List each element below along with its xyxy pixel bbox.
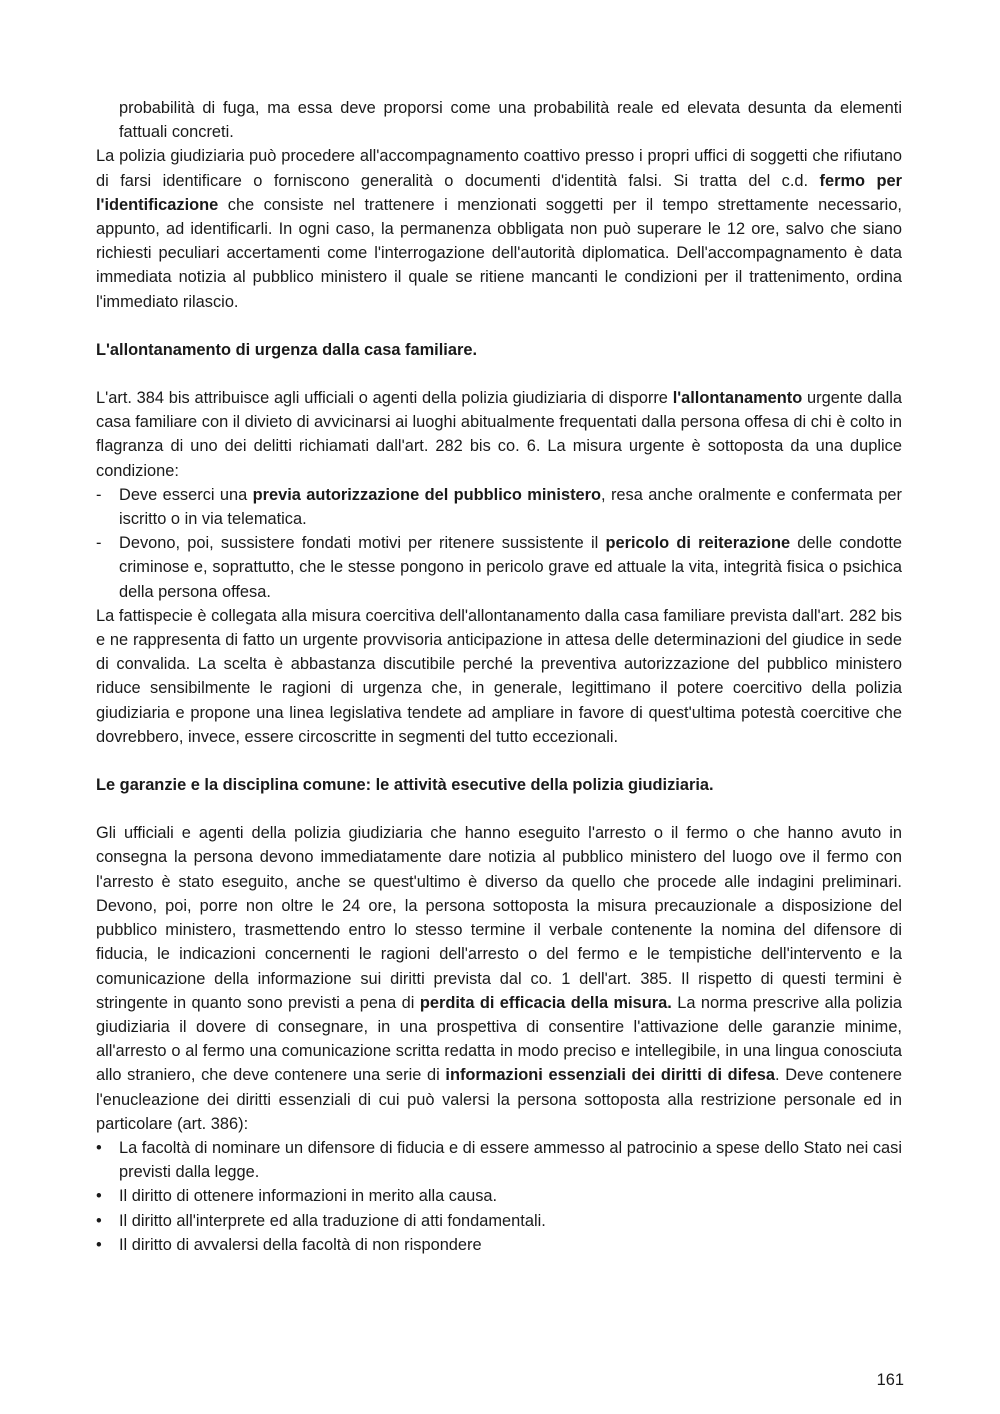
bold-term: perdita di efficacia della misura. (419, 993, 672, 1012)
text-run: Gli ufficiali e agenti della polizia giudiziaria che hanno eseguito l'arresto o il fermo o che hanno avuto in consegna la persona devono immediatamente dare notizia al pubblico ministero del luogo ove il fermo con l'arresto è stato eseguito, anche se quest'ultimo è diverso da quello che procede alle indagini preliminari. Devono, poi, porre non oltre le 24 ore, la persona sottoposta la misura precauzionale a disposizione del pubblico ministero, trasmettendo entro lo stesso termine il verbale contenente la nomina del difensore di fiducia, le indicazioni concernenti le ragioni dell'arresto o del fermo e le tempistiche dell'intervento e la comunicazione della informazione sui diritti prevista dal co. 1 dell'art. 385. Il rispetto di questi termini è stringente in quanto sono previsti a pena di (96, 824, 902, 1012)
section-heading-allontanamento: L'allontanamento di urgenza dalla casa familiare. (96, 340, 477, 359)
list-item (96, 531, 902, 604)
dash-marker: - (96, 534, 102, 553)
list-item (96, 483, 902, 531)
text-run: delle condotte criminose e, soprattutto, che le stesse pongono in pericolo grave ed attuale la vita, integrità fisica o psichica della persona offesa. (119, 534, 902, 601)
section-heading-garanzie: Le garanzie e la disciplina comune: le attività esecutive della polizia giudiziaria. (96, 776, 714, 795)
text-run: La polizia giudiziaria può procedere all'accompagnamento coattivo presso i propri uffici di soggetti che rifiutano di farsi identificare o forniscono generalità o documenti d'identità falsi. Si tratta del c.d. (96, 147, 902, 190)
bullet-marker: • (96, 1211, 102, 1230)
list-item (96, 1209, 902, 1233)
document-page (96, 96, 902, 1257)
page-number: 161 (876, 1371, 904, 1389)
bold-term: l'allontanamento (672, 389, 803, 408)
text-run: Deve esserci una (119, 485, 253, 504)
list-item-text: Il diritto di avvalersi della facoltà di non rispondere (119, 1235, 482, 1254)
text-run: , resa anche oralmente e confermata per iscritto o in via telematica. (119, 485, 903, 529)
continuation-paragraph: probabilità di fuga, ma essa deve proporsi come una probabilità reale ed elevata desunta da elementi fattuali concreti. (119, 99, 902, 142)
bold-term: informazioni essenziali dei diritti di difesa (445, 1066, 776, 1085)
bullet-list (96, 1136, 902, 1257)
paragraph-fattispecie: La fattispecie è collegata alla misura coercitiva dell'allontanamento dalla casa familiare prevista dall'art. 282 bis e ne rappresenta di fatto un urgente provvisoria anticipazione in attesa delle determinazioni del giudice in sede di convalida. La scelta è abbastanza discutibile perché la preventiva autorizzazione del pubblico ministero riduce sensibilmente le ragioni di urgenza che, in generale, legittimano il potere coercitivo della polizia giudiziaria e propone una linea legislativa tendete ad ampliare in favore di quest'ultima potestà coercitive che dovrebbero, invece, essere circoscritte in segmenti del tutto eccezionali. (96, 606, 902, 746)
list-item-text: Il diritto all'interprete ed alla traduzione di atti fondamentali. (119, 1211, 546, 1230)
paragraph-art-384-bis (96, 386, 902, 483)
text-run: urgente dalla casa familiare con il divieto di avvicinarsi ai luoghi abitualmente frequentati dalla persona offesa di chi è colto in flagranza di uno dei delitti richiamati dall'art. 282 bis co. 6. La misura urgente è sottoposta da una duplice condizione: (96, 389, 902, 480)
bold-term: previa autorizzazione del pubblico ministero (252, 485, 602, 504)
text-run: . Deve contenere l'enucleazione dei diritti essenziali di cui può valersi la persona sottoposta alla restrizione personale ed in particolare (art. 386): (96, 1066, 902, 1133)
text-run: che consiste nel trattenere i menzionati soggetti per il tempo strettamente necessario, appunto, ad identificarli. In ogni caso, la permanenza obbligata non può superare le 12 ore, salvo che siano richiesti peculiari accertamenti come l'interrogazione dell'autorità diplomatica. Dell'accompagnamento è data immediata notizia al pubblico ministero il quale se ritiene mancanti le condizioni per il trattenimento, ordina l'immediato rilascio. (96, 195, 902, 311)
bullet-marker: • (96, 1138, 102, 1157)
dash-list (96, 483, 902, 604)
paragraph-garanzie (96, 821, 902, 1136)
text-run: La norma prescrive alla polizia giudiziaria il dovere di consegnare, in una prospettiva di consentire l'attivazione delle garanzie minime, all'arresto o al fermo una comunicazione scritta redatta in modo preciso e intellegibile, in una lingua conosciuta allo straniero, che deve contenere una serie di (96, 993, 902, 1085)
list-item-text: Il diritto di ottenere informazioni in merito alla causa. (119, 1187, 498, 1206)
list-item (96, 1184, 902, 1208)
text-run: Devono, poi, sussistere fondati motivi per ritenere sussistente il (119, 534, 606, 553)
bold-term: fermo per l'identificazione (96, 171, 902, 214)
list-item (96, 1233, 902, 1257)
bullet-marker: • (96, 1187, 102, 1206)
bullet-marker: • (96, 1235, 102, 1254)
bold-term: pericolo di reiterazione (605, 534, 791, 553)
list-item-text: La facoltà di nominare un difensore di fiducia e di essere ammesso al patrocinio a spese dello Stato nei casi previsti dalla legge. (119, 1138, 902, 1182)
dash-marker: - (96, 485, 102, 504)
list-item (96, 1136, 902, 1184)
paragraph-fermo-identificazione (96, 144, 902, 313)
text-run: L'art. 384 bis attribuisce agli ufficiali o agenti della polizia giudiziaria di disporre (96, 389, 673, 408)
